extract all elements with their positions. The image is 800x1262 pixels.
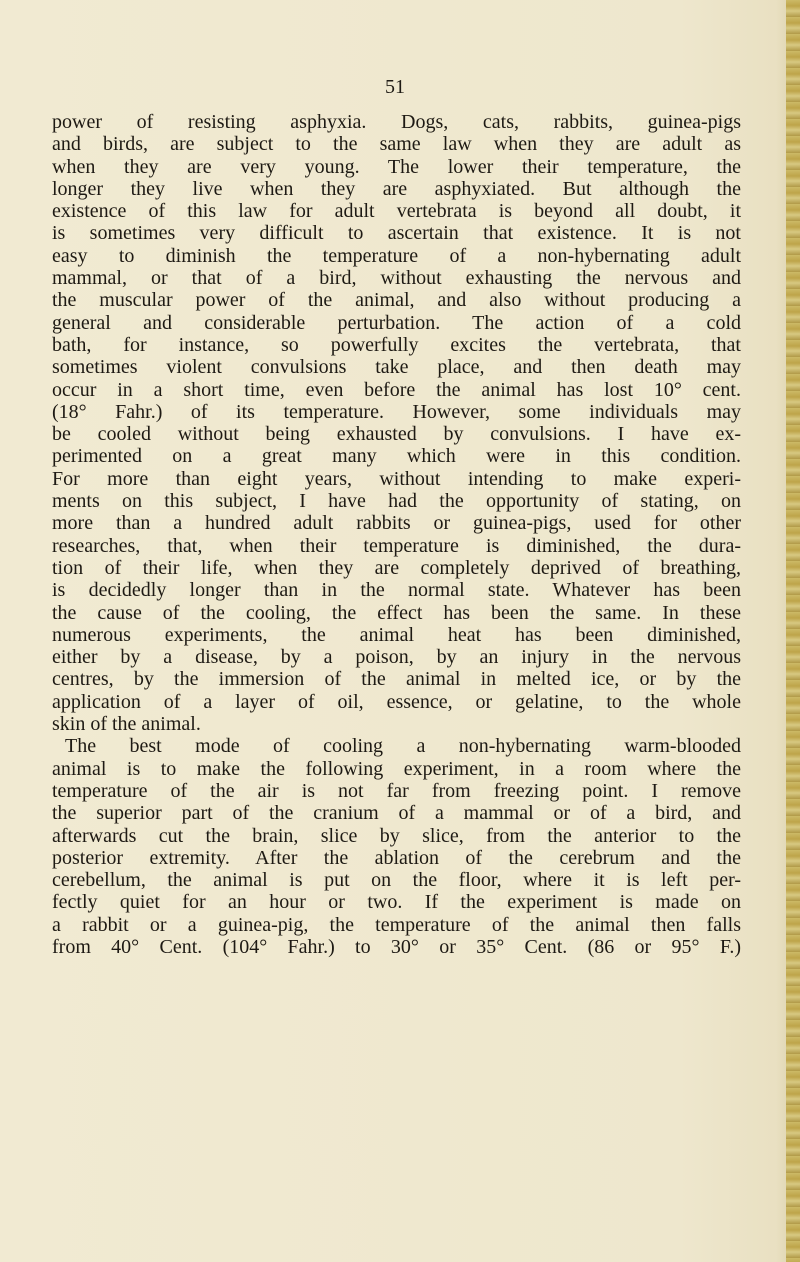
text-line: researches, that, when their temperature is diminished, the dura-: [52, 534, 741, 557]
body-text: [52, 111, 741, 958]
text-line: be cooled without being exhausted by convulsions. I have ex-: [52, 423, 741, 446]
text-line: the muscular power of the animal, and also without producing a: [52, 289, 741, 312]
text-line: animal is to make the following experiment, in a room where the: [52, 757, 741, 780]
text-line: is sometimes very difficult to ascertain that existence. It is not: [52, 222, 741, 245]
page-number: 51: [385, 76, 405, 98]
text-line: easy to diminish the temperature of a non-hybernating adult: [52, 244, 741, 267]
text-line: The best mode of cooling a non-hybernating warm-blooded: [65, 735, 741, 758]
text-line: centres, by the immersion of the animal in melted ice, or by the: [52, 668, 741, 691]
page-edge: [786, 0, 800, 1262]
text-line: power of resisting asphyxia. Dogs, cats, rabbits, guinea-pigs: [52, 111, 741, 133]
text-line: general and considerable perturbation. The action of a cold: [52, 311, 741, 334]
text-line: bath, for instance, so powerfully excites the vertebrata, that: [52, 333, 741, 356]
text-line: sometimes violent convulsions take place, and then death may: [52, 356, 741, 379]
text-line: fectly quiet for an hour or two. If the experiment is made on: [52, 891, 741, 914]
text-line: longer they live when they are asphyxiated. But although the: [52, 177, 741, 200]
text-line: the superior part of the cranium of a mammal or of a bird, and: [52, 802, 741, 825]
text-line: For more than eight years, without intending to make experi-: [52, 467, 741, 490]
text-line: ments on this subject, I have had the opportunity of stating, on: [52, 490, 741, 513]
text-line: more than a hundred adult rabbits or guinea-pigs, used for other: [52, 512, 741, 535]
text-line: mammal, or that of a bird, without exhausting the nervous and: [52, 267, 741, 290]
text-line: and birds, are subject to the same law when they are adult as: [52, 133, 741, 156]
text-line: is decidedly longer than in the normal state. Whatever has been: [52, 579, 741, 602]
text-line: either by a disease, by a poison, by an injury in the nervous: [52, 646, 741, 669]
text-line: perimented on a great many which were in this condition.: [52, 445, 741, 468]
text-line: from 40° Cent. (104° Fahr.) to 30° or 35° Cent. (86 or 95° F.): [52, 935, 741, 958]
text-line: (18° Fahr.) of its temperature. However, some individuals may: [52, 400, 741, 423]
text-line: a rabbit or a guinea-pig, the temperature of the animal then falls: [52, 913, 741, 936]
text-line: temperature of the air is not far from freezing point. I remove: [52, 779, 741, 802]
text-line: the cause of the cooling, the effect has been the same. In these: [52, 601, 741, 624]
text-line: numerous experiments, the animal heat has been diminished,: [52, 623, 741, 646]
text-line: occur in a short time, even before the animal has lost 10° cent.: [52, 378, 741, 401]
text-line: application of a layer of oil, essence, or gelatine, to the whole: [52, 690, 741, 713]
text-line: cerebellum, the animal is put on the floor, where it is left per-: [52, 869, 741, 892]
text-line: when they are very young. The lower their temperature, the: [52, 155, 741, 178]
text-line: skin of the animal.: [52, 713, 201, 736]
text-line: posterior extremity. After the ablation of the cerebrum and the: [52, 846, 741, 869]
text-line: afterwards cut the brain, slice by slice, from the anterior to the: [52, 824, 741, 847]
text-line: existence of this law for adult vertebrata is beyond all doubt, it: [52, 200, 741, 223]
text-line: tion of their life, when they are completely deprived of breathing,: [52, 556, 741, 579]
